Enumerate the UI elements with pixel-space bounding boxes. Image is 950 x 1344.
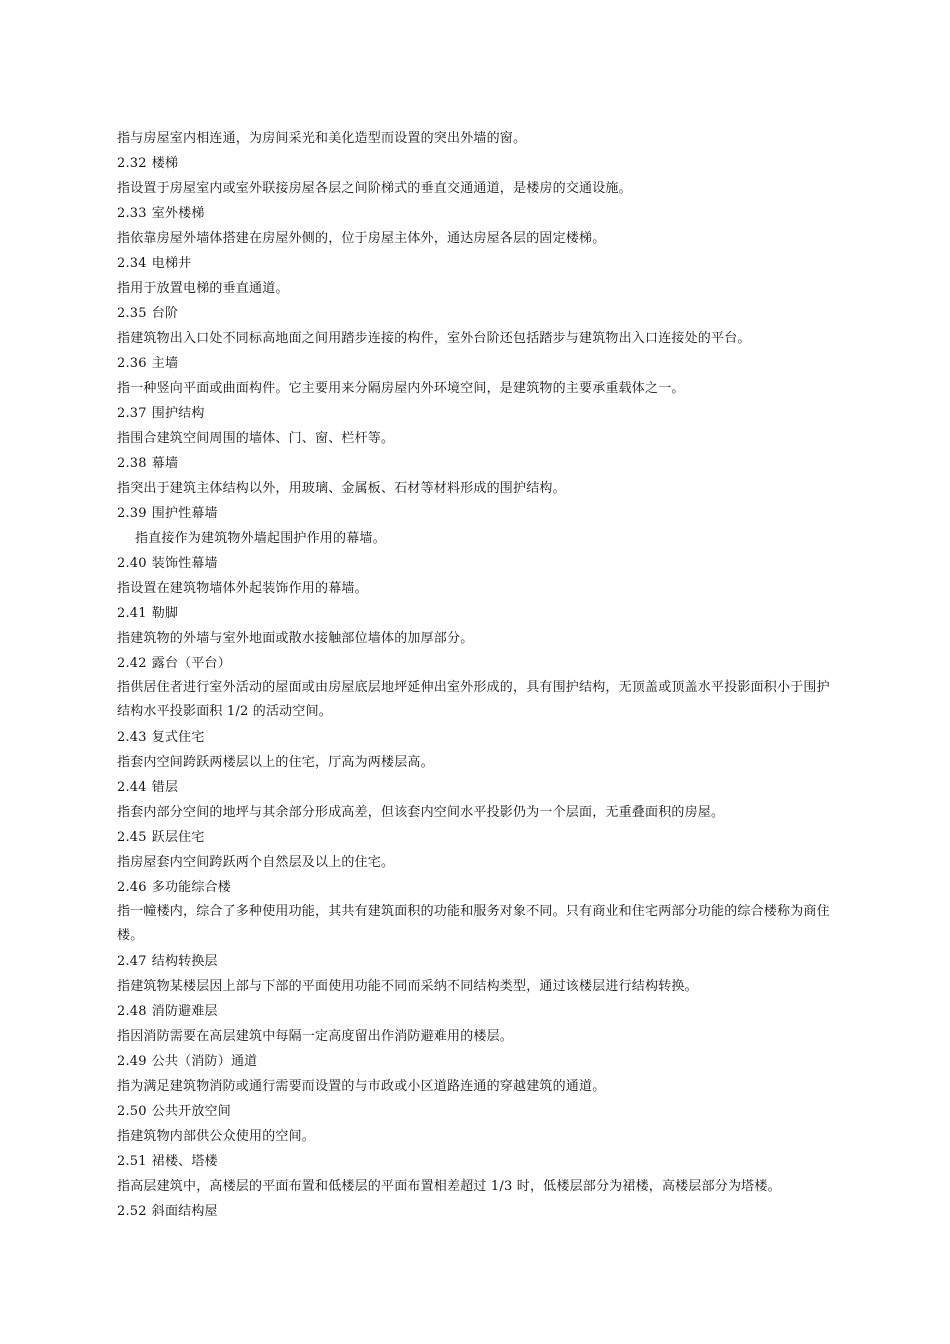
term-title: 消防避难层 <box>151 1004 218 1019</box>
document-page <box>117 126 837 1224</box>
term-number: 2.37 <box>117 406 147 421</box>
term-definition-2-46: 指一幢楼内，综合了多种使用功能，其共有建筑面积的功能和服务对象不同。只有商业和住宅两部分功能的综合楼称为商住楼。 <box>117 904 830 943</box>
term-number: 2.41 <box>117 606 147 621</box>
term-definition-2-42: 指供居住者进行室外活动的屋面或由房屋底层地坪延伸出室外形成的，具有围护结构，无顶盖或顶盖水平投影面积小于围护结构水平投影面积 1/2 的活动空间。 <box>117 680 830 719</box>
term-heading-2-48 <box>117 999 837 1024</box>
term-definition-2-41: 指建筑物的外墙与室外地面或散水接触部位墙体的加厚部分。 <box>117 631 474 646</box>
term-title: 楼梯 <box>151 156 179 171</box>
term-definition-2-39: 指直接作为建筑物外墙起围护作用的幕墙。 <box>135 531 386 546</box>
term-number: 2.38 <box>117 456 147 471</box>
term-definition-2-32: 指设置于房屋室内或室外联接房屋各层之间阶梯式的垂直交通通道，是楼房的交通设施。 <box>117 181 632 196</box>
term-title: 复式住宅 <box>151 730 205 745</box>
term-heading-2-50 <box>117 1099 837 1124</box>
term-definition-2-47: 指建筑物某楼层因上部与下部的平面使用功能不同而采纳不同结构类型，通过该楼层进行结构转换。 <box>117 979 698 994</box>
term-definition-2-37: 指围合建筑空间周围的墙体、门、窗、栏杆等。 <box>117 431 395 446</box>
term-title: 多功能综合楼 <box>151 880 231 895</box>
term-heading-2-47 <box>117 949 837 974</box>
term-heading-2-52 <box>117 1199 837 1224</box>
term-number: 2.33 <box>117 206 147 221</box>
term-number: 2.45 <box>117 830 147 845</box>
term-title: 勒脚 <box>151 606 179 621</box>
term-heading-2-44 <box>117 775 837 800</box>
term-number: 2.36 <box>117 356 147 371</box>
term-definition-2-43: 指套内空间跨跃两楼层以上的住宅，厅高为两楼层高。 <box>117 755 434 770</box>
term-title: 幕墙 <box>151 456 179 471</box>
term-number: 2.40 <box>117 556 147 571</box>
term-definition-2-45: 指房屋套内空间跨跃两个自然层及以上的住宅。 <box>117 855 395 870</box>
term-title: 主墙 <box>151 356 179 371</box>
term-title: 露台（平台） <box>151 656 231 671</box>
term-heading-2-39 <box>117 501 837 526</box>
term-title: 公共开放空间 <box>151 1104 231 1119</box>
term-definition-2-48: 指因消防需要在高层建筑中每隔一定高度留出作消防避难用的楼层。 <box>117 1029 514 1044</box>
term-title: 装饰性幕墙 <box>151 556 218 571</box>
term-title: 斜面结构屋 <box>151 1204 218 1219</box>
term-heading-2-40 <box>117 551 837 576</box>
term-heading-2-32 <box>117 151 837 176</box>
term-definition-2-35: 指建筑物出入口处不同标高地面之间用踏步连接的构件，室外台阶还包括踏步与建筑物出入口连接处的平台。 <box>117 331 751 346</box>
term-definition-2-44: 指套内部分空间的地坪与其余部分形成高差，但该套内空间水平投影仍为一个层面，无重叠面积的房屋。 <box>117 805 725 820</box>
term-number: 2.42 <box>117 656 147 671</box>
term-heading-2-42 <box>117 651 837 676</box>
term-number: 2.39 <box>117 506 147 521</box>
term-heading-2-49 <box>117 1049 837 1074</box>
term-title: 围护结构 <box>151 406 205 421</box>
term-title: 台阶 <box>151 306 179 321</box>
term-title: 室外楼梯 <box>151 206 205 221</box>
term-definition-2-49: 指为满足建筑物消防或通行需要而设置的与市政或小区道路连通的穿越建筑的通道。 <box>117 1079 606 1094</box>
term-number: 2.34 <box>117 256 147 271</box>
term-number: 2.46 <box>117 880 147 895</box>
term-heading-2-33 <box>117 201 837 226</box>
term-heading-2-34 <box>117 251 837 276</box>
term-heading-2-36 <box>117 351 837 376</box>
term-number: 2.48 <box>117 1004 147 1019</box>
term-number: 2.32 <box>117 156 147 171</box>
term-definition-2-40: 指设置在建筑物墙体外起装饰作用的幕墙。 <box>117 581 368 596</box>
term-definition-2-38: 指突出于建筑主体结构以外，用玻璃、金属板、石材等材料形成的围护结构。 <box>117 481 566 496</box>
term-number: 2.44 <box>117 780 147 795</box>
term-title: 错层 <box>151 780 179 795</box>
term-number: 2.35 <box>117 306 147 321</box>
term-title: 结构转换层 <box>151 954 218 969</box>
intro-paragraph: 指与房屋室内相连通，为房间采光和美化造型而设置的突出外墙的窗。 <box>117 131 527 146</box>
term-title: 跃层住宅 <box>151 830 205 845</box>
term-title: 公共（消防）通道 <box>151 1054 258 1069</box>
term-number: 2.49 <box>117 1054 147 1069</box>
term-definition-2-50: 指建筑物内部供公众使用的空间。 <box>117 1129 316 1144</box>
term-heading-2-45 <box>117 825 837 850</box>
term-heading-2-43 <box>117 725 837 750</box>
term-definition-2-34: 指用于放置电梯的垂直通道。 <box>117 281 289 296</box>
term-definition-2-51: 指高层建筑中，高楼层的平面布置和低楼层的平面布置相差超过 1/3 时，低楼层部分为裙楼，高楼层部分为塔楼。 <box>117 1179 781 1194</box>
term-title: 裙楼、塔楼 <box>151 1154 218 1169</box>
term-heading-2-38 <box>117 451 837 476</box>
term-heading-2-46 <box>117 875 837 900</box>
term-heading-2-37 <box>117 401 837 426</box>
term-heading-2-35 <box>117 301 837 326</box>
term-heading-2-41 <box>117 601 837 626</box>
term-number: 2.51 <box>117 1154 147 1169</box>
term-title: 围护性幕墙 <box>151 506 218 521</box>
term-title: 电梯井 <box>151 256 192 271</box>
term-number: 2.43 <box>117 730 147 745</box>
term-heading-2-51 <box>117 1149 837 1174</box>
term-definition-2-36: 指一种竖向平面或曲面构件。它主要用来分隔房屋内外环境空间，是建筑物的主要承重载体之一。 <box>117 381 685 396</box>
term-definition-2-33: 指依靠房屋外墙体搭建在房屋外侧的，位于房屋主体外，通达房屋各层的固定楼梯。 <box>117 231 606 246</box>
term-number: 2.52 <box>117 1204 147 1219</box>
term-number: 2.47 <box>117 954 147 969</box>
term-number: 2.50 <box>117 1104 147 1119</box>
